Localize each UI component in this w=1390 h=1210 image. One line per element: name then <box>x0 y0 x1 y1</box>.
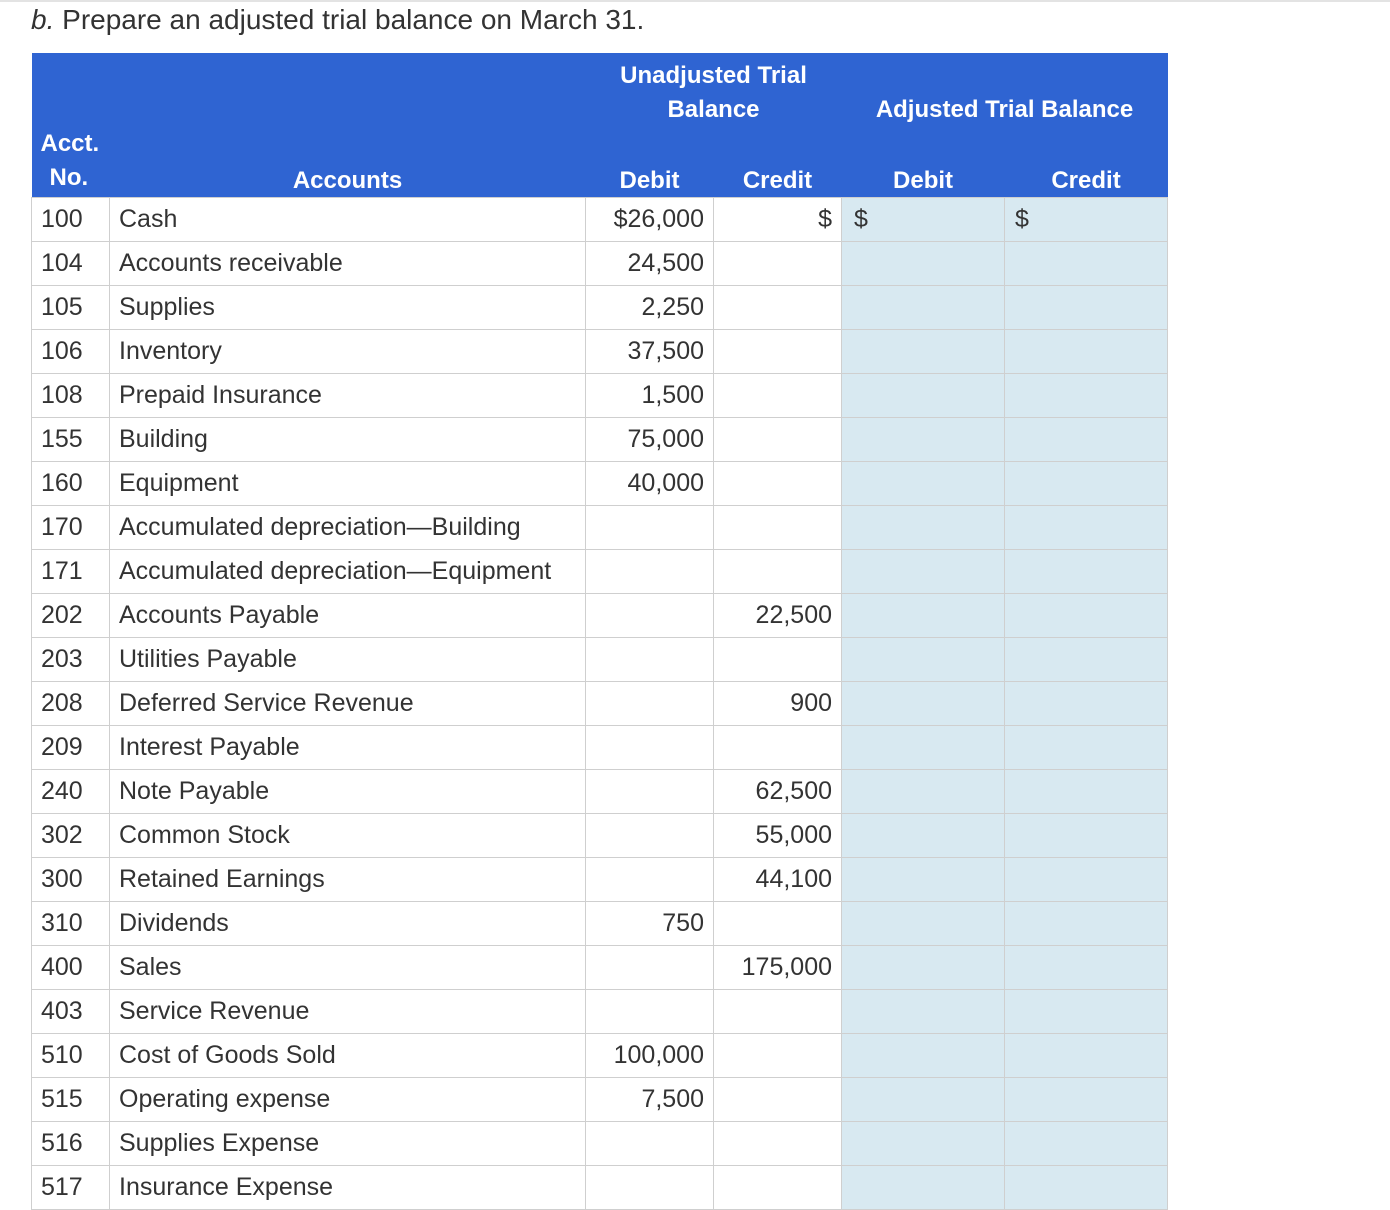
table-row <box>32 902 1168 946</box>
acct-number: 100 <box>32 198 110 242</box>
account-name: Building <box>110 418 586 462</box>
table-row <box>32 506 1168 550</box>
table-row <box>32 946 1168 990</box>
trial-balance-table <box>31 53 1168 1210</box>
adjusted-credit-input[interactable] <box>1005 814 1168 858</box>
table-row <box>32 1034 1168 1078</box>
adjusted-debit-input[interactable] <box>842 374 1005 418</box>
account-name: Accumulated depreciation—Equipment <box>110 550 586 594</box>
adjusted-credit-input[interactable] <box>1005 858 1168 902</box>
adjusted-debit-input[interactable]: $ <box>842 198 1005 242</box>
acct-number: 310 <box>32 902 110 946</box>
unadjusted-credit-cell: 44,100 <box>714 858 842 902</box>
unadjusted-debit-cell: 7,500 <box>586 1078 714 1122</box>
account-name: Prepaid Insurance <box>110 374 586 418</box>
account-name: Interest Payable <box>110 726 586 770</box>
adjusted-credit-input[interactable] <box>1005 1034 1168 1078</box>
adjusted-debit-input[interactable] <box>842 550 1005 594</box>
adjusted-debit-input[interactable] <box>842 902 1005 946</box>
acct-no-header: Acct. No. <box>32 127 110 198</box>
acct-number: 160 <box>32 462 110 506</box>
table-row <box>32 198 1168 242</box>
acct-number: 202 <box>32 594 110 638</box>
adjusted-credit-input[interactable] <box>1005 594 1168 638</box>
acct-number: 400 <box>32 946 110 990</box>
adjusted-credit-header: Credit <box>1005 127 1168 198</box>
part-label: b. <box>31 4 55 35</box>
unadjusted-debit-cell <box>586 990 714 1034</box>
adjusted-debit-input[interactable] <box>842 858 1005 902</box>
adjusted-credit-input[interactable] <box>1005 682 1168 726</box>
unadjusted-credit-cell <box>714 330 842 374</box>
acct-number: 171 <box>32 550 110 594</box>
trial-balance-worksheet <box>31 53 1167 1210</box>
account-name: Utilities Payable <box>110 638 586 682</box>
table-row <box>32 418 1168 462</box>
column-header-row <box>32 127 1168 198</box>
acct-number: 209 <box>32 726 110 770</box>
account-name: Cash <box>110 198 586 242</box>
account-name: Accounts receivable <box>110 242 586 286</box>
account-name: Accounts Payable <box>110 594 586 638</box>
unadjusted-credit-cell <box>714 374 842 418</box>
unadjusted-credit-cell <box>714 462 842 506</box>
question-text: Prepare an adjusted trial balance on March 31. <box>54 4 645 35</box>
acct-number: 240 <box>32 770 110 814</box>
acct-number: 403 <box>32 990 110 1034</box>
adjusted-debit-input[interactable] <box>842 1034 1005 1078</box>
adjusted-credit-input[interactable] <box>1005 946 1168 990</box>
unadjusted-debit-cell: 100,000 <box>586 1034 714 1078</box>
unadjusted-debit-cell <box>586 1122 714 1166</box>
unadjusted-credit-cell: 175,000 <box>714 946 842 990</box>
acct-number: 302 <box>32 814 110 858</box>
adjusted-credit-input[interactable] <box>1005 638 1168 682</box>
unadjusted-credit-cell: $ <box>714 198 842 242</box>
table-row <box>32 594 1168 638</box>
adjusted-credit-input[interactable] <box>1005 726 1168 770</box>
account-name: Common Stock <box>110 814 586 858</box>
acct-number: 106 <box>32 330 110 374</box>
adjusted-debit-input[interactable] <box>842 418 1005 462</box>
adjusted-credit-input[interactable] <box>1005 330 1168 374</box>
adjusted-credit-input[interactable] <box>1005 1122 1168 1166</box>
group-header-row <box>32 53 1168 127</box>
adjusted-debit-input[interactable] <box>842 1166 1005 1210</box>
unadjusted-debit-cell <box>586 550 714 594</box>
adjusted-debit-header: Debit <box>842 127 1005 198</box>
adjusted-credit-input[interactable] <box>1005 902 1168 946</box>
unadjusted-credit-cell: 900 <box>714 682 842 726</box>
adjusted-debit-input[interactable] <box>842 1122 1005 1166</box>
unadjusted-debit-cell: 24,500 <box>586 242 714 286</box>
table-row <box>32 330 1168 374</box>
acct-number: 510 <box>32 1034 110 1078</box>
table-row <box>32 770 1168 814</box>
adjusted-debit-input[interactable] <box>842 770 1005 814</box>
table-row <box>32 1166 1168 1210</box>
adjusted-credit-input[interactable] <box>1005 1166 1168 1210</box>
unadjusted-credit-cell <box>714 418 842 462</box>
adjusted-credit-input[interactable] <box>1005 462 1168 506</box>
unadjusted-debit-cell <box>586 858 714 902</box>
acct-number: 105 <box>32 286 110 330</box>
account-name: Deferred Service Revenue <box>110 682 586 726</box>
unadjusted-credit-cell <box>714 1078 842 1122</box>
adjusted-credit-input[interactable] <box>1005 550 1168 594</box>
unadjusted-debit-cell <box>586 770 714 814</box>
unadjusted-debit-cell <box>586 946 714 990</box>
unadjusted-credit-cell <box>714 726 842 770</box>
acct-number: 516 <box>32 1122 110 1166</box>
unadjusted-debit-cell: 750 <box>586 902 714 946</box>
unadjusted-credit-cell <box>714 1034 842 1078</box>
account-name: Accumulated depreciation—Building <box>110 506 586 550</box>
account-name: Inventory <box>110 330 586 374</box>
account-name: Insurance Expense <box>110 1166 586 1210</box>
unadjusted-credit-cell <box>714 242 842 286</box>
table-row <box>32 550 1168 594</box>
adjusted-debit-input[interactable] <box>842 814 1005 858</box>
adjusted-debit-input[interactable] <box>842 506 1005 550</box>
acct-number: 108 <box>32 374 110 418</box>
table-row <box>32 374 1168 418</box>
adjusted-group-header: Adjusted Trial Balance <box>842 53 1168 127</box>
unadjusted-debit-cell: 75,000 <box>586 418 714 462</box>
adjusted-debit-input[interactable] <box>842 638 1005 682</box>
adjusted-debit-input[interactable] <box>842 462 1005 506</box>
acct-number: 203 <box>32 638 110 682</box>
account-name: Dividends <box>110 902 586 946</box>
table-row <box>32 638 1168 682</box>
acct-number: 517 <box>32 1166 110 1210</box>
unadjusted-debit-cell <box>586 814 714 858</box>
unadjusted-debit-cell: 37,500 <box>586 330 714 374</box>
adjusted-credit-input[interactable] <box>1005 1078 1168 1122</box>
unadjusted-debit-cell <box>586 506 714 550</box>
question-heading <box>31 2 644 38</box>
acct-number: 104 <box>32 242 110 286</box>
table-row <box>32 682 1168 726</box>
adjusted-debit-input[interactable] <box>842 242 1005 286</box>
unadjusted-credit-cell <box>714 286 842 330</box>
accounts-header: Accounts <box>110 127 586 198</box>
table-row <box>32 1122 1168 1166</box>
table-row <box>32 990 1168 1034</box>
adjusted-credit-input[interactable] <box>1005 506 1168 550</box>
table-row <box>32 726 1168 770</box>
adjusted-credit-input[interactable] <box>1005 770 1168 814</box>
unadjusted-debit-cell: 2,250 <box>586 286 714 330</box>
adjusted-debit-input[interactable] <box>842 286 1005 330</box>
unadjusted-credit-cell <box>714 990 842 1034</box>
adjusted-debit-input[interactable] <box>842 1078 1005 1122</box>
adjusted-credit-input[interactable] <box>1005 286 1168 330</box>
acct-number: 300 <box>32 858 110 902</box>
table-row <box>32 286 1168 330</box>
account-name: Supplies <box>110 286 586 330</box>
unadjusted-credit-cell: 62,500 <box>714 770 842 814</box>
adjusted-debit-input[interactable] <box>842 990 1005 1034</box>
acct-number: 155 <box>32 418 110 462</box>
acct-number: 515 <box>32 1078 110 1122</box>
unadjusted-credit-cell <box>714 902 842 946</box>
acct-number: 170 <box>32 506 110 550</box>
table-row <box>32 242 1168 286</box>
unadjusted-credit-cell <box>714 1166 842 1210</box>
account-name: Equipment <box>110 462 586 506</box>
unadjusted-debit-header: Debit <box>586 127 714 198</box>
unadjusted-group-header: Unadjusted Trial Balance <box>586 53 842 127</box>
adjusted-credit-input[interactable] <box>1005 374 1168 418</box>
unadjusted-debit-cell: 40,000 <box>586 462 714 506</box>
unadjusted-debit-cell <box>586 682 714 726</box>
unadjusted-credit-cell <box>714 506 842 550</box>
unadjusted-debit-cell <box>586 594 714 638</box>
account-name: Operating expense <box>110 1078 586 1122</box>
unadjusted-debit-cell <box>586 726 714 770</box>
adjusted-debit-input[interactable] <box>842 946 1005 990</box>
unadjusted-credit-header: Credit <box>714 127 842 198</box>
unadjusted-debit-cell <box>586 638 714 682</box>
account-name: Supplies Expense <box>110 1122 586 1166</box>
adjusted-debit-input[interactable] <box>842 594 1005 638</box>
account-name: Note Payable <box>110 770 586 814</box>
table-row <box>32 858 1168 902</box>
unadjusted-credit-cell <box>714 550 842 594</box>
table-row <box>32 1078 1168 1122</box>
table-row <box>32 462 1168 506</box>
table-row <box>32 814 1168 858</box>
account-name: Sales <box>110 946 586 990</box>
unadjusted-debit-cell: 1,500 <box>586 374 714 418</box>
acct-number: 208 <box>32 682 110 726</box>
unadjusted-credit-cell <box>714 1122 842 1166</box>
adjusted-debit-input[interactable] <box>842 726 1005 770</box>
account-name: Retained Earnings <box>110 858 586 902</box>
adjusted-credit-input[interactable] <box>1005 242 1168 286</box>
adjusted-credit-input[interactable] <box>1005 418 1168 462</box>
unadjusted-credit-cell: 55,000 <box>714 814 842 858</box>
unadjusted-debit-cell: $26,000 <box>586 198 714 242</box>
adjusted-debit-input[interactable] <box>842 682 1005 726</box>
unadjusted-credit-cell: 22,500 <box>714 594 842 638</box>
account-name: Service Revenue <box>110 990 586 1034</box>
adjusted-debit-input[interactable] <box>842 330 1005 374</box>
account-name: Cost of Goods Sold <box>110 1034 586 1078</box>
adjusted-credit-input[interactable] <box>1005 990 1168 1034</box>
unadjusted-debit-cell <box>586 1166 714 1210</box>
adjusted-credit-input[interactable]: $ <box>1005 198 1168 242</box>
unadjusted-credit-cell <box>714 638 842 682</box>
